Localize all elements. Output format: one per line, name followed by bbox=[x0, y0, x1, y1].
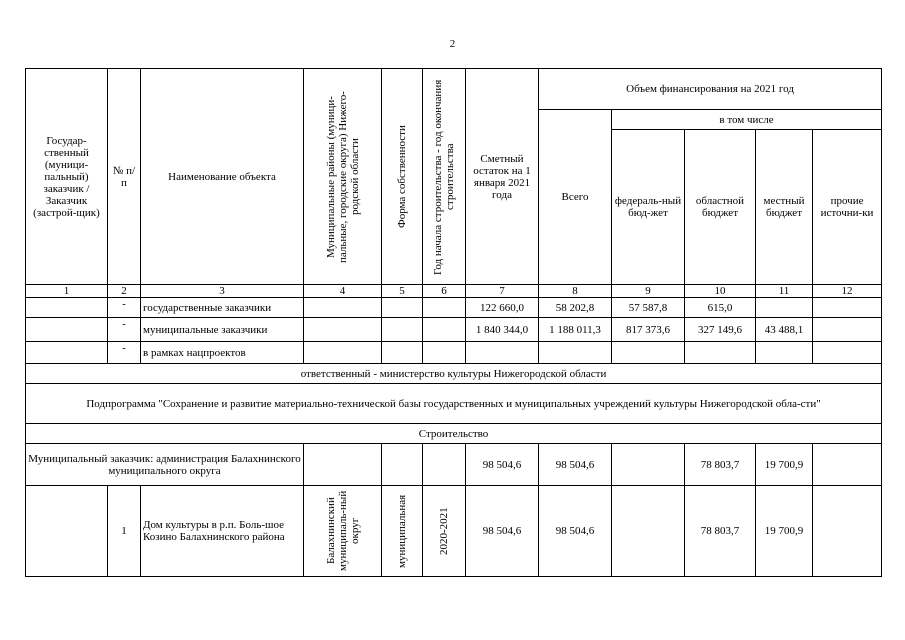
empty-cell bbox=[382, 318, 423, 342]
federal-cell bbox=[612, 342, 685, 364]
empty-cell bbox=[423, 318, 466, 342]
total-cell bbox=[539, 342, 612, 364]
empty-cell bbox=[304, 318, 382, 342]
other-cell bbox=[813, 342, 882, 364]
local-cell bbox=[756, 342, 813, 364]
balance-cell: 122 660,0 bbox=[466, 298, 539, 318]
column-number: 3 bbox=[141, 285, 304, 298]
object-name: Дом культуры в р.п. Боль-шое Козино Балахнинского района bbox=[141, 486, 304, 577]
object-number: 1 bbox=[108, 486, 141, 577]
column-number: 11 bbox=[756, 285, 813, 298]
empty-cell bbox=[26, 342, 108, 364]
regional-cell: 78 803,7 bbox=[685, 486, 756, 577]
federal-cell: 817 373,6 bbox=[612, 318, 685, 342]
header-local: местный бюджет bbox=[756, 130, 813, 285]
other-cell bbox=[813, 486, 882, 577]
column-number: 5 bbox=[382, 285, 423, 298]
header-ownership: Форма собственности bbox=[382, 69, 423, 285]
column-number: 10 bbox=[685, 285, 756, 298]
header-regional: областной бюджет bbox=[685, 130, 756, 285]
header-years: Год начала строительства - год окончания строительства bbox=[423, 69, 466, 285]
object-years: 2020-2021 bbox=[423, 486, 466, 577]
empty-cell bbox=[423, 298, 466, 318]
regional-cell: 327 149,6 bbox=[685, 318, 756, 342]
dash-cell: - bbox=[108, 342, 141, 364]
other-cell bbox=[813, 318, 882, 342]
object-ownership: муниципальная bbox=[382, 486, 423, 577]
column-number: 8 bbox=[539, 285, 612, 298]
header-number: № п/п bbox=[108, 69, 141, 285]
regional-cell bbox=[685, 342, 756, 364]
balance-cell: 1 840 344,0 bbox=[466, 318, 539, 342]
regional-cell: 615,0 bbox=[685, 298, 756, 318]
column-number: 2 bbox=[108, 285, 141, 298]
empty-cell bbox=[382, 298, 423, 318]
header-customer: Государ-ственный (муници-пальный) заказчик / Заказчик (застрой-щик) bbox=[26, 69, 108, 285]
subprogram-row: Подпрограмма "Сохранение и развитие материально-технической базы государственных и муниципальных учреждений культуры Нижегородской обла-сти" bbox=[26, 384, 882, 424]
local-cell: 19 700,9 bbox=[756, 486, 813, 577]
empty-cell bbox=[26, 318, 108, 342]
summary-row-national-projects bbox=[26, 342, 882, 364]
empty-cell bbox=[304, 444, 382, 486]
empty-cell bbox=[26, 486, 108, 577]
balance-cell: 98 504,6 bbox=[466, 486, 539, 577]
municipal-customer-row bbox=[26, 444, 882, 486]
summary-row-municipal bbox=[26, 318, 882, 342]
dash-cell: - bbox=[108, 318, 141, 342]
construction-row: Строительство bbox=[26, 424, 882, 444]
header-balance: Сметный остаток на 1 января 2021 года bbox=[466, 69, 539, 285]
responsible-row: ответственный - министерство культуры Нижегородской области bbox=[26, 364, 882, 384]
local-cell: 43 488,1 bbox=[756, 318, 813, 342]
total-cell: 1 188 011,3 bbox=[539, 318, 612, 342]
balance-cell: 98 504,6 bbox=[466, 444, 539, 486]
empty-cell bbox=[304, 298, 382, 318]
header-district: Муниципальные районы (муници-пальные, городские округа) Нижего-родской области bbox=[304, 69, 382, 285]
column-number: 9 bbox=[612, 285, 685, 298]
empty-cell bbox=[423, 444, 466, 486]
other-cell bbox=[813, 298, 882, 318]
empty-cell bbox=[382, 342, 423, 364]
other-cell bbox=[813, 444, 882, 486]
header-federal: федераль-ный бюд-жет bbox=[612, 130, 685, 285]
header-funding: Объем финансирования на 2021 год bbox=[539, 69, 882, 110]
empty-cell bbox=[423, 342, 466, 364]
local-cell: 19 700,9 bbox=[756, 444, 813, 486]
total-cell: 58 202,8 bbox=[539, 298, 612, 318]
summary-row-state bbox=[26, 298, 882, 318]
dash-cell: - bbox=[108, 298, 141, 318]
column-number: 6 bbox=[423, 285, 466, 298]
empty-cell bbox=[382, 444, 423, 486]
local-cell bbox=[756, 298, 813, 318]
column-number: 1 bbox=[26, 285, 108, 298]
header-including: в том числе bbox=[612, 110, 882, 130]
financing-table bbox=[25, 68, 882, 577]
header-object-name: Наименование объекта bbox=[141, 69, 304, 285]
column-number: 12 bbox=[813, 285, 882, 298]
summary-label: государственные заказчики bbox=[141, 298, 304, 318]
header-total: Всего bbox=[539, 110, 612, 285]
object-district: Балахнинский муниципаль-ный округ bbox=[304, 486, 382, 577]
balance-cell bbox=[466, 342, 539, 364]
federal-cell bbox=[612, 486, 685, 577]
object-row bbox=[26, 486, 882, 577]
column-numbers-row bbox=[26, 285, 882, 298]
total-cell: 98 504,6 bbox=[539, 444, 612, 486]
municipal-customer-label: Муниципальный заказчик: администрация Балахнинского муниципального округа bbox=[26, 444, 304, 486]
empty-cell bbox=[26, 298, 108, 318]
summary-label: в рамках нацпроектов bbox=[141, 342, 304, 364]
federal-cell: 57 587,8 bbox=[612, 298, 685, 318]
total-cell: 98 504,6 bbox=[539, 486, 612, 577]
federal-cell bbox=[612, 444, 685, 486]
summary-label: муниципальные заказчики bbox=[141, 318, 304, 342]
column-number: 4 bbox=[304, 285, 382, 298]
empty-cell bbox=[304, 342, 382, 364]
regional-cell: 78 803,7 bbox=[685, 444, 756, 486]
column-number: 7 bbox=[466, 285, 539, 298]
header-other: прочие источни-ки bbox=[813, 130, 882, 285]
page-number: 2 bbox=[449, 38, 456, 50]
